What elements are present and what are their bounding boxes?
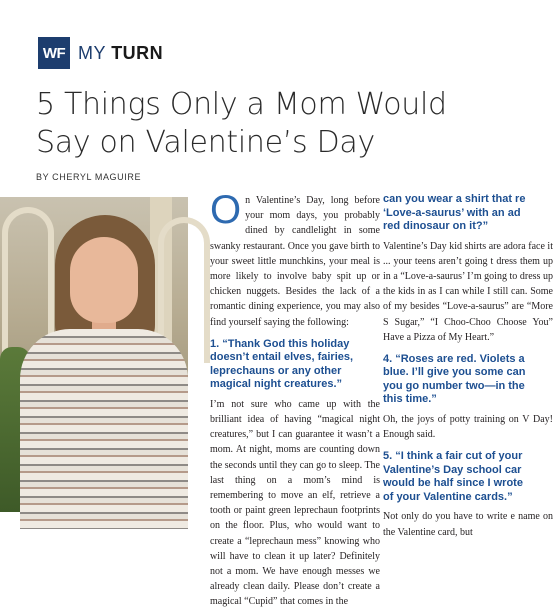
section-label-bold: TURN	[111, 42, 164, 63]
drop-cap: O	[210, 188, 242, 232]
byline: BY CHERYL MAGUIRE	[36, 172, 142, 182]
item-5-heading: 5. “I think a fair cut of your Valentine’s Day school car would be half since I wrote of your Valentine cards.”	[383, 450, 523, 503]
item-2-heading-continued: can you wear a shirt that re ‘Love-a-saurus’ with an ad red dinosaur on it?”	[383, 193, 526, 232]
intro-text: n Valentine’s Day, long before your mom days, you probably dined by candlelight in some swanky restaurant. Once you gave birth to your sweet little munchkins, your meal is more likely to involve baby spit up or chicken nuggets. Besides the lack of a romantic dining experience, you may also find yourself saying the following:	[210, 195, 380, 328]
section-label-thin: MY	[78, 42, 112, 63]
person-face	[70, 237, 138, 323]
item-1-body: I’m not sure who came up with the brilliant idea of having “magical night creatures,” but I can guarantee it wasn’t a mom. At night, moms are counting down the seconds until they can go to sleep. The last thing on a mom’s mind is remembering to move an elf, retrieve a tooth or paint green leprechaun footprints on the floor. Plus, who would want to create a “leprechaun mess” knowing who will have to clean it up later? Definitely not a mom. We have enough messes we already clean daily. Please don’t create a magical “Cupid” that comes in the	[210, 398, 380, 608]
item-2-body: Valentine’s Day kid shirts are adora face it ... your teens aren’t going t dress them up in a “Love-a-saurus’ I’m going to dress up the kids in as I can while I still can. Some of my besides “Love-a-saurus” are “More S Sugar,” “I Choo-Choo Choose You” Have a Pizza of My Heart.”	[383, 240, 553, 343]
article-column-2	[383, 193, 553, 546]
wf-logo: WF	[38, 37, 70, 69]
article-column-1	[210, 188, 380, 616]
item-5-body: Not only do you have to write e name on the Valentine card, but	[383, 511, 553, 538]
person-sweater	[20, 329, 188, 529]
item-4-body: Oh, the joys of potty training on V Day! Enough said.	[383, 413, 553, 441]
section-label	[78, 43, 163, 64]
author-photo	[0, 197, 188, 512]
item-4-heading: 4. “Roses are red. Violets a blue. I’ll give you some can you go number two—in the this time.”	[383, 352, 526, 406]
item-1-heading: 1. “Thank God this holiday doesn’t entail elves, fairies, leprechauns or any other magical night creatures.”	[210, 337, 354, 391]
article-headline: 5 Things Only a Mom Would Say on Valentine’s Day	[36, 87, 447, 160]
intro-paragraph	[210, 188, 380, 330]
section-header	[38, 36, 163, 70]
